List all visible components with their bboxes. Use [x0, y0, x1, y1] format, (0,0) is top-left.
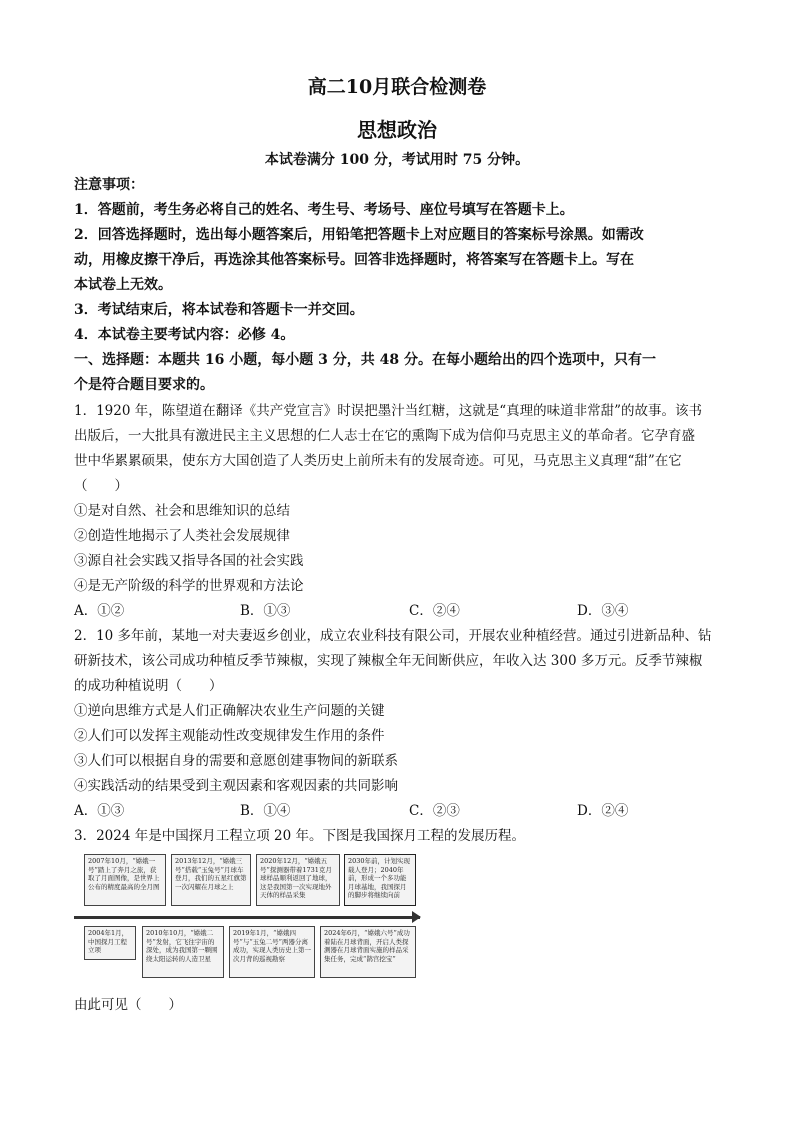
- timeline-axis: [74, 916, 420, 919]
- exam-info: 本试卷满分 100 分，考试用时 75 分钟。: [264, 152, 530, 168]
- q1-option-d[interactable]: D．③④: [577, 603, 629, 619]
- q2-option-c[interactable]: C．②③: [409, 803, 460, 819]
- q2-option-a[interactable]: A．①③: [74, 803, 125, 819]
- q1-statement-1: ①是对自然、社会和思维知识的总结: [74, 503, 290, 519]
- timeline-arrow-icon: [412, 911, 421, 923]
- timeline-box-2019: 2019年1月，“嫦娥四号”与“玉兔二号”两器分离成功，实现人类历史上第一次月背的巡视勘察: [229, 926, 315, 978]
- q2-statement-1: ①逆向思维方式是人们正确解决农业生产问题的关键: [74, 703, 385, 719]
- q1-statement-3: ③源自社会实践又指导各国的社会实践: [74, 553, 304, 569]
- q2-option-b[interactable]: B．①④: [240, 803, 291, 819]
- timeline-box-2024: 2024年6月，“嫦娥六号”成功着陆在月球背面，开启人类探测器在月球背面实施的样品采集任务，完成“鹊宫挖宝”: [320, 926, 416, 978]
- notice-item-3: 3．考试结束后，将本试卷和答题卡一并交回。: [74, 302, 364, 318]
- notice-item-4: 4．本试卷主要考试内容：必修 4。: [74, 327, 295, 343]
- section-heading-line-2: 个是符合题目要求的。: [74, 377, 214, 393]
- q2-statement-2: ②人们可以发挥主观能动性改变规律发生作用的条件: [74, 728, 385, 744]
- timeline-box-2004: 2004年1月，中国探月工程立项: [84, 926, 136, 960]
- q3-stem-line-1: 3．2024 年是中国探月工程立项 20 年。下图是我国探月工程的发展历程。: [74, 828, 525, 844]
- notice-item-2-line-2: 动，用橡皮擦干净后，再选涂其他答案标号。回答非选择题时，将答案写在答题卡上。写在: [74, 252, 634, 268]
- q1-stem-line-4: （ ）: [74, 478, 128, 494]
- q1-option-b[interactable]: B．①③: [240, 603, 291, 619]
- q1-stem-line-3: 世中华累累硕果，使东方大国创造了人类历史上前所未有的发展奇迹。可见，马克思主义真理“甜”在它: [74, 453, 682, 469]
- q2-stem-line-1: 2．10 多年前，某地一对夫妻返乡创业，成立农业科技有限公司，开展农业种植经营。通过引进新品种、钻: [74, 628, 712, 644]
- q1-stem-line-1: 1．1920 年，陈望道在翻译《共产党宣言》时误把墨汁当红糖，这就是“真理的味道非常甜”的故事。该书: [74, 403, 703, 419]
- timeline-box-2010: 2010年10月，“嫦娥二号”发射，它飞往宇宙的深处，成为我国第一颗围绕太阳运转的人造卫星: [142, 926, 224, 978]
- q2-stem-line-3: 的成功种植说明（ ）: [74, 678, 223, 694]
- q2-stem-line-2: 研新技术，该公司成功种植反季节辣椒，实现了辣椒全年无间断供应，年收入达 300 多万元。反季节辣椒: [74, 653, 703, 669]
- notice-item-2-line-3: 本试卷上无效。: [74, 277, 172, 293]
- q1-statement-4: ④是无产阶级的科学的世界观和方法论: [74, 578, 304, 594]
- q2-statement-4: ④实践活动的结果受到主观因素和客观因素的共同影响: [74, 778, 398, 794]
- section-heading-line-1: 一、选择题：本题共 16 小题，每小题 3 分，共 48 分。在每小题给出的四个选项中，只有一: [74, 352, 656, 368]
- q2-option-d[interactable]: D．②④: [577, 803, 629, 819]
- page-title: 高二10月联合检测卷: [307, 76, 487, 98]
- notice-item-2-line-1: 2．回答选择题时，选出每小题答案后，用铅笔把答题卡上对应题目的答案标号涂黑。如需改: [74, 227, 644, 243]
- timeline-box-2020: 2020年12月，“嫦娥五号”探测器带着1731克月球样品顺利返回了地球，这是我国第一次实现地外天体的样品采集: [256, 854, 340, 906]
- q1-stem-line-2: 出版后，一大批具有激进民主主义思想的仁人志士在它的熏陶下成为信仰马克思主义的革命者。它孕育盛: [74, 428, 695, 444]
- timeline-figure: [74, 852, 420, 980]
- timeline-box-2030: 2030年前，计划实现载人登月；2040年前，形成一个多功能月球基地，我国探月的脚步将继续向前: [344, 854, 416, 906]
- q1-statement-2: ②创造性地揭示了人类社会发展规律: [74, 528, 290, 544]
- q1-option-a[interactable]: A．①②: [74, 603, 125, 619]
- timeline-box-2007: 2007年10月，“嫦娥一号”踏上了奔月之旅，获取了月面图像，是世界上公布的精度最高的全月图: [84, 854, 166, 906]
- notice-heading: 注意事项：: [74, 177, 144, 193]
- notice-item-1: 1．答题前，考生务必将自己的姓名、考生号、考场号、座位号填写在答题卡上。: [74, 202, 574, 218]
- subject-title: 思想政治: [357, 118, 437, 142]
- q1-option-c[interactable]: C．②④: [409, 603, 460, 619]
- q3-prompt: 由此可见（ ）: [74, 997, 182, 1013]
- timeline-box-2013: 2013年12月，“嫦娥三号”搭载“玉兔号”月球车登月，我们的五星红旗第一次闪耀在月球之上: [171, 854, 251, 906]
- q2-statement-3: ③人们可以根据自身的需要和意愿创建事物间的新联系: [74, 753, 398, 769]
